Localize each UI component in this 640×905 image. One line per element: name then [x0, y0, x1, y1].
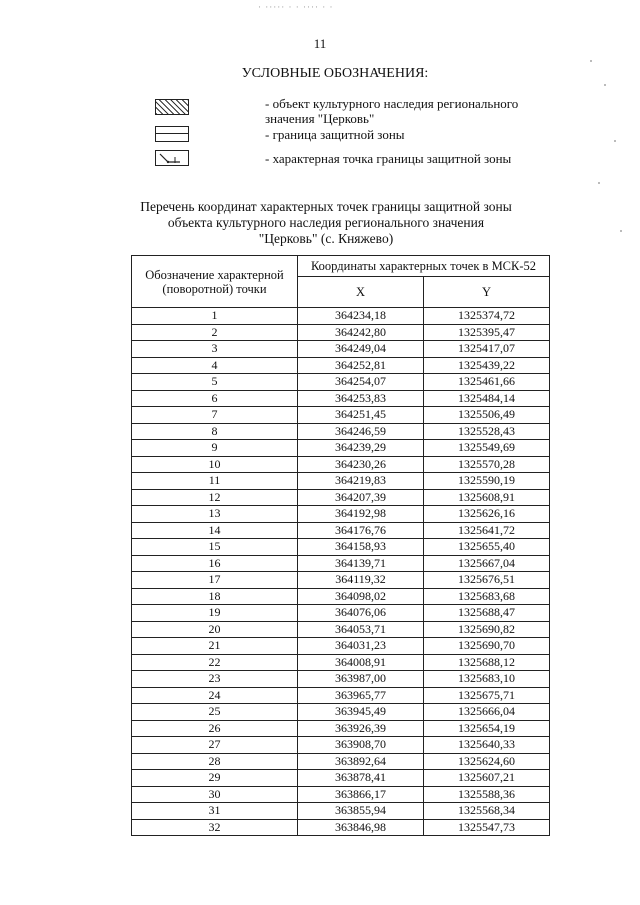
x-coordinate-cell: 363965,77	[298, 687, 424, 704]
point-number-cell: 12	[132, 489, 298, 506]
x-coordinate-cell: 364252,81	[298, 357, 424, 374]
point-number-cell: 9	[132, 440, 298, 457]
coordinates-list-title	[0, 199, 640, 247]
y-coordinate-cell: 1325690,82	[424, 621, 550, 638]
point-number-cell: 14	[132, 522, 298, 539]
x-coordinate-cell: 363892,64	[298, 753, 424, 770]
table-row	[132, 324, 550, 341]
y-coordinate-cell: 1325666,04	[424, 704, 550, 721]
point-number-cell: 1	[132, 308, 298, 325]
scan-speck	[614, 140, 616, 142]
table-row	[132, 770, 550, 787]
point-number-cell: 32	[132, 819, 298, 836]
point-number-cell: 22	[132, 654, 298, 671]
table-row	[132, 753, 550, 770]
y-coordinate-cell: 1325484,14	[424, 390, 550, 407]
y-coordinate-cell: 1325549,69	[424, 440, 550, 457]
y-coordinate-cell: 1325667,04	[424, 555, 550, 572]
x-coordinate-cell: 364254,07	[298, 374, 424, 391]
table-row	[132, 341, 550, 358]
table-row	[132, 621, 550, 638]
x-coordinate-cell: 363866,17	[298, 786, 424, 803]
x-coordinate-cell: 364098,02	[298, 588, 424, 605]
y-coordinate-cell: 1325395,47	[424, 324, 550, 341]
y-coordinate-cell: 1325690,70	[424, 638, 550, 655]
y-coordinate-cell: 1325624,60	[424, 753, 550, 770]
y-coordinate-cell: 1325676,51	[424, 572, 550, 589]
hatched-rectangle-icon	[155, 99, 189, 115]
scan-speck	[604, 84, 606, 86]
scan-speck	[590, 60, 592, 62]
point-number-cell: 19	[132, 605, 298, 622]
x-coordinate-cell: 363846,98	[298, 819, 424, 836]
legend-item-label: - объект культурного наследия регионального значения "Церковь"	[265, 96, 519, 126]
table-row	[132, 374, 550, 391]
y-coordinate-cell: 1325607,21	[424, 770, 550, 787]
y-coordinate-cell: 1325654,19	[424, 720, 550, 737]
y-coordinate-cell: 1325626,16	[424, 506, 550, 523]
coordinates-table	[131, 255, 550, 836]
x-coordinate-cell: 364053,71	[298, 621, 424, 638]
x-coordinate-cell: 363908,70	[298, 737, 424, 754]
x-coordinate-cell: 364207,39	[298, 489, 424, 506]
x-coordinate-cell: 363855,94	[298, 803, 424, 820]
point-number-cell: 18	[132, 588, 298, 605]
x-coordinate-cell: 363945,49	[298, 704, 424, 721]
table-row	[132, 357, 550, 374]
page-number: 11	[313, 36, 327, 51]
x-coordinate-cell: 364253,83	[298, 390, 424, 407]
x-coordinate-cell: 364219,83	[298, 473, 424, 490]
point-number-cell: 31	[132, 803, 298, 820]
y-coordinate-cell: 1325547,73	[424, 819, 550, 836]
point-number-cell: 8	[132, 423, 298, 440]
x-coordinate-cell: 363926,39	[298, 720, 424, 737]
x-coordinate-cell: 364234,18	[298, 308, 424, 325]
y-coordinate-cell: 1325675,71	[424, 687, 550, 704]
point-number-cell: 7	[132, 407, 298, 424]
point-number-cell: 25	[132, 704, 298, 721]
x-coordinate-cell: 364031,23	[298, 638, 424, 655]
table-row	[132, 522, 550, 539]
point-number-cell: 17	[132, 572, 298, 589]
header-coordinates: Координаты характерных точек в МСК-52	[298, 256, 550, 277]
table-row	[132, 555, 550, 572]
x-coordinate-cell: 364239,29	[298, 440, 424, 457]
y-coordinate-cell: 1325590,19	[424, 473, 550, 490]
y-coordinate-cell: 1325568,34	[424, 803, 550, 820]
x-coordinate-cell: 364251,45	[298, 407, 424, 424]
x-coordinate-cell: 364139,71	[298, 555, 424, 572]
table-row	[132, 506, 550, 523]
table-row	[132, 737, 550, 754]
point-number-cell: 20	[132, 621, 298, 638]
y-coordinate-cell: 1325608,91	[424, 489, 550, 506]
x-coordinate-cell: 364192,98	[298, 506, 424, 523]
x-coordinate-cell: 364158,93	[298, 539, 424, 556]
table-row	[132, 572, 550, 589]
table-row	[132, 605, 550, 622]
table-row	[132, 456, 550, 473]
y-coordinate-cell: 1325417,07	[424, 341, 550, 358]
y-coordinate-cell: 1325655,40	[424, 539, 550, 556]
x-coordinate-cell: 363987,00	[298, 671, 424, 688]
table-row	[132, 390, 550, 407]
y-coordinate-cell: 1325683,68	[424, 588, 550, 605]
y-coordinate-cell: 1325588,36	[424, 786, 550, 803]
y-coordinate-cell: 1325461,66	[424, 374, 550, 391]
double-line-rectangle-icon	[155, 126, 189, 142]
y-coordinate-cell: 1325688,47	[424, 605, 550, 622]
boundary-point-icon	[155, 150, 189, 166]
table-row	[132, 803, 550, 820]
header-x: X	[298, 277, 424, 308]
list-title-line: Перечень координат характерных точек границы защитной зоны	[140, 199, 512, 214]
y-coordinate-cell: 1325688,12	[424, 654, 550, 671]
point-number-cell: 28	[132, 753, 298, 770]
table-row	[132, 440, 550, 457]
table-row	[132, 423, 550, 440]
x-coordinate-cell: 364076,06	[298, 605, 424, 622]
table-row	[132, 704, 550, 721]
point-number-cell: 23	[132, 671, 298, 688]
x-coordinate-cell: 364230,26	[298, 456, 424, 473]
point-number-cell: 13	[132, 506, 298, 523]
list-title-line: объекта культурного наследия регионального значения	[167, 215, 485, 230]
table-row	[132, 638, 550, 655]
y-coordinate-cell: 1325570,28	[424, 456, 550, 473]
legend-item-label: - граница защитной зоны	[265, 127, 405, 142]
legend-item-label: - характерная точка границы защитной зоны	[265, 151, 512, 166]
y-coordinate-cell: 1325439,22	[424, 357, 550, 374]
table-row	[132, 539, 550, 556]
table-row	[132, 819, 550, 836]
y-coordinate-cell: 1325683,10	[424, 671, 550, 688]
point-number-cell: 21	[132, 638, 298, 655]
header-point-designation: Обозначение характерной (поворотной) точки	[132, 256, 298, 308]
table-row	[132, 407, 550, 424]
point-number-cell: 15	[132, 539, 298, 556]
table-row	[132, 308, 550, 325]
table-row	[132, 720, 550, 737]
y-coordinate-cell: 1325641,72	[424, 522, 550, 539]
scan-artifact-top: · ····· · · ···· · ·	[258, 2, 334, 12]
list-title-line: "Церковь" (с. Княжево)	[258, 231, 394, 246]
point-number-cell: 24	[132, 687, 298, 704]
y-coordinate-cell: 1325374,72	[424, 308, 550, 325]
table-row	[132, 489, 550, 506]
point-number-cell: 3	[132, 341, 298, 358]
x-coordinate-cell: 364008,91	[298, 654, 424, 671]
point-number-cell: 27	[132, 737, 298, 754]
point-number-cell: 6	[132, 390, 298, 407]
table-row	[132, 588, 550, 605]
y-coordinate-cell: 1325528,43	[424, 423, 550, 440]
table-row	[132, 687, 550, 704]
point-number-cell: 30	[132, 786, 298, 803]
x-coordinate-cell: 364242,80	[298, 324, 424, 341]
point-number-cell: 4	[132, 357, 298, 374]
point-number-cell: 10	[132, 456, 298, 473]
table-row	[132, 786, 550, 803]
point-number-cell: 5	[132, 374, 298, 391]
y-coordinate-cell: 1325640,33	[424, 737, 550, 754]
y-coordinate-cell: 1325506,49	[424, 407, 550, 424]
x-coordinate-cell: 364249,04	[298, 341, 424, 358]
point-number-cell: 26	[132, 720, 298, 737]
x-coordinate-cell: 364176,76	[298, 522, 424, 539]
x-coordinate-cell: 363878,41	[298, 770, 424, 787]
table-row	[132, 473, 550, 490]
point-number-cell: 29	[132, 770, 298, 787]
point-number-cell: 16	[132, 555, 298, 572]
x-coordinate-cell: 364246,59	[298, 423, 424, 440]
x-coordinate-cell: 364119,32	[298, 572, 424, 589]
header-y: Y	[424, 277, 550, 308]
point-number-cell: 11	[132, 473, 298, 490]
table-row	[132, 654, 550, 671]
coordinates-table-body	[132, 308, 550, 836]
table-row	[132, 671, 550, 688]
point-number-cell: 2	[132, 324, 298, 341]
scan-speck	[598, 182, 600, 184]
legend-title: УСЛОВНЫЕ ОБОЗНАЧЕНИЯ:	[241, 66, 429, 81]
